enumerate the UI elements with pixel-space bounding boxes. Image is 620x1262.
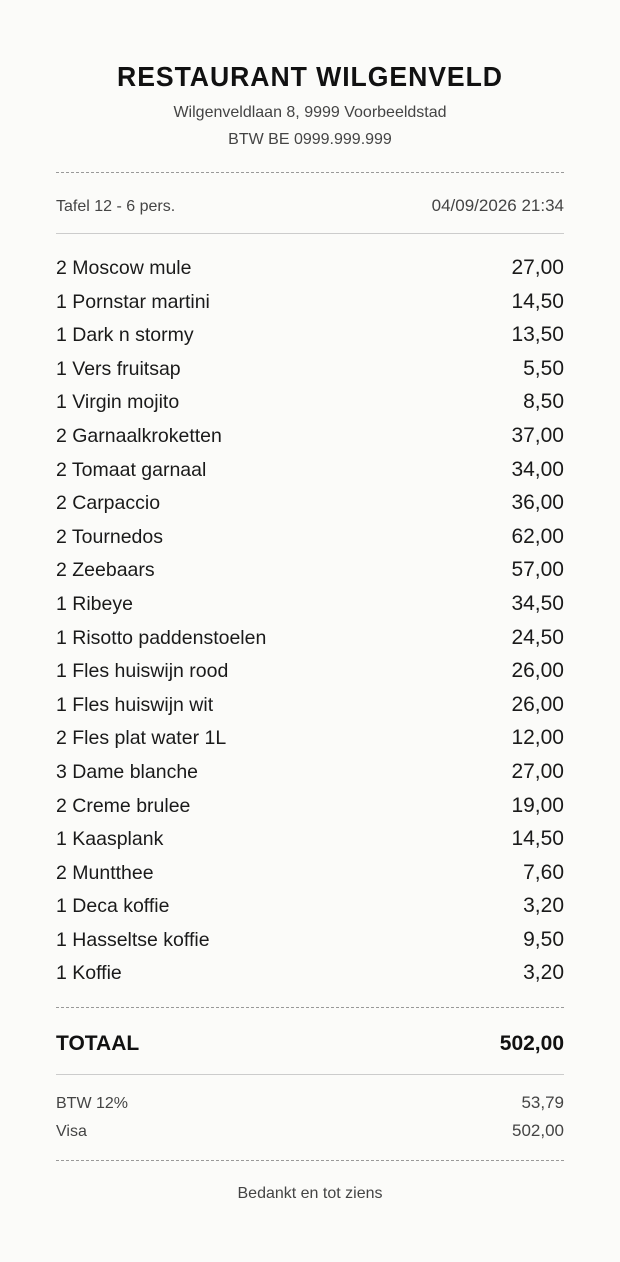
line-item (56, 789, 564, 823)
line-item-price: 3,20 (523, 961, 564, 985)
line-item (56, 721, 564, 755)
line-item (56, 285, 564, 319)
line-item (56, 486, 564, 520)
line-item-label: 1 Kaasplank (56, 828, 164, 851)
line-item-label: 2 Zeebaars (56, 559, 155, 582)
line-item-price: 37,00 (511, 423, 564, 447)
receipt-datetime: 04/09/2026 21:34 (431, 196, 564, 215)
line-item-label: 1 Koffie (56, 962, 122, 985)
line-item-label: 2 Garnaalkroketten (56, 424, 222, 447)
line-item-label: 2 Tomaat garnaal (56, 458, 207, 481)
line-item (56, 453, 564, 487)
line-item-price: 26,00 (511, 659, 564, 683)
line-item (56, 889, 564, 923)
line-item-label: 3 Dame blanche (56, 760, 199, 783)
divider-dashed (56, 1160, 564, 1161)
line-item-label: 1 Risotto paddenstoelen (56, 626, 267, 649)
line-item (56, 923, 564, 957)
line-item (56, 385, 564, 419)
line-item-price: 36,00 (511, 491, 564, 515)
divider-dashed (56, 1007, 564, 1008)
divider-dashed (56, 172, 564, 173)
line-item-price: 13,50 (511, 323, 564, 347)
line-item-label: 1 Dark n stormy (56, 324, 194, 347)
line-item-label: 2 Fles plat water 1L (56, 727, 227, 750)
line-item (56, 352, 564, 386)
payment-amount: 502,00 (512, 1121, 564, 1141)
line-item-price: 7,60 (523, 860, 564, 884)
line-item (56, 822, 564, 856)
line-item-label: 1 Deca koffie (56, 895, 170, 918)
line-item-price: 8,50 (523, 390, 564, 414)
line-item-label: 2 Moscow mule (56, 257, 192, 279)
line-item-label: 1 Pornstar martini (56, 290, 210, 313)
tax-amount: 53,79 (521, 1093, 564, 1113)
line-item (56, 956, 564, 990)
line-item (56, 654, 564, 688)
line-item (56, 553, 564, 587)
line-item-price: 34,00 (511, 457, 564, 481)
line-item (56, 251, 564, 285)
line-item-price: 24,50 (511, 625, 564, 649)
restaurant-name: RESTAURANT WILGENVELD (117, 61, 503, 92)
item-list (56, 251, 564, 990)
line-item-price: 19,00 (511, 793, 564, 817)
line-item-price: 57,00 (511, 558, 564, 582)
table-info-row (56, 196, 564, 216)
tax-label: BTW 12% (56, 1095, 129, 1113)
line-item-price: 14,50 (511, 289, 564, 313)
line-item-label: 1 Vers fruitsap (56, 357, 181, 380)
line-item (56, 318, 564, 352)
line-item-price: 26,00 (511, 692, 564, 716)
line-item-label: 2 Carpaccio (56, 492, 161, 515)
line-item (56, 419, 564, 453)
divider-solid (56, 1074, 564, 1075)
line-item-label: 2 Tournedos (56, 525, 163, 548)
line-item-price: 14,50 (511, 827, 564, 851)
payment-label: Visa (56, 1123, 87, 1141)
line-item-price: 5,50 (523, 356, 564, 380)
line-item (56, 621, 564, 655)
line-item-price: 27,00 (511, 759, 564, 783)
restaurant-address: Wilgenveldlaan 8, 9999 Voorbeeldstad (173, 104, 447, 121)
line-item-label: 1 Fles huiswijn wit (56, 693, 214, 716)
line-item-price: 9,50 (523, 927, 564, 951)
line-item (56, 856, 564, 890)
line-item (56, 587, 564, 621)
line-item-label: 1 Ribeye (56, 592, 133, 615)
line-item-label: 2 Creme brulee (56, 794, 191, 817)
line-item-label: 1 Virgin mojito (56, 391, 180, 414)
total-amount: 502,00 (499, 1032, 564, 1056)
vat-number: BTW BE 0999.999.999 (228, 131, 392, 148)
line-item-price: 34,50 (511, 591, 564, 615)
divider-solid (56, 233, 564, 234)
line-item (56, 520, 564, 554)
line-item-label: 1 Fles huiswijn rood (56, 660, 229, 683)
total-label: TOTAAL (56, 1032, 140, 1056)
line-item-price: 62,00 (511, 524, 564, 548)
footer-thanks: Bedankt en tot ziens (237, 1185, 383, 1203)
table-label: Tafel 12 - 6 pers. (56, 198, 176, 215)
line-item (56, 755, 564, 789)
total-row (56, 1032, 564, 1056)
tax-row (56, 1093, 564, 1113)
payment-row (56, 1121, 564, 1141)
line-item-label: 2 Muntthee (56, 861, 154, 884)
line-item-price: 27,00 (511, 256, 564, 279)
line-item-price: 3,20 (523, 894, 564, 918)
line-item-label: 1 Hasseltse koffie (56, 928, 210, 951)
line-item-price: 12,00 (511, 726, 564, 750)
line-item (56, 688, 564, 722)
